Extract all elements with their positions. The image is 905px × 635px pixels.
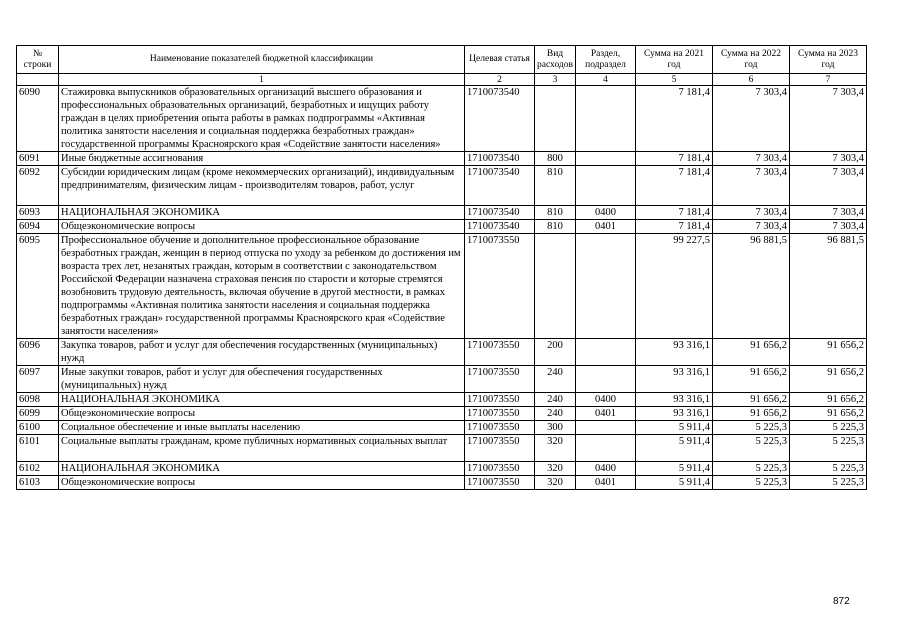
table-row	[17, 220, 867, 234]
section-cell: 0401	[575, 220, 635, 234]
expense-type-cell	[535, 86, 576, 152]
indicator-name-cell: Закупка товаров, работ и услуг для обеспечения государственных (муниципальных) нужд	[59, 339, 465, 366]
table-row	[17, 86, 867, 152]
table-row	[17, 393, 867, 407]
row-number-cell: 6095	[17, 234, 59, 339]
indicator-name-cell: Иные бюджетные ассигнования	[59, 152, 465, 166]
amount-2023-cell: 5 225,3	[789, 421, 866, 435]
target-article-cell: 1710073540	[465, 152, 535, 166]
row-number-cell: 6099	[17, 407, 59, 421]
target-article-cell: 1710073540	[465, 166, 535, 206]
amount-2021-cell: 7 181,4	[635, 206, 712, 220]
table-row	[17, 421, 867, 435]
indicator-name-cell: Общеэкономические вопросы	[59, 220, 465, 234]
section-cell	[575, 234, 635, 339]
section-cell: 0401	[575, 407, 635, 421]
amount-2021-cell: 93 316,1	[635, 366, 712, 393]
table-row	[17, 339, 867, 366]
section-cell	[575, 86, 635, 152]
column-number: 5	[635, 74, 712, 86]
expense-type-cell	[535, 234, 576, 339]
header-cell: Целевая статья	[465, 46, 535, 74]
target-article-cell: 1710073550	[465, 339, 535, 366]
header-cell: Сумма на 2021 год	[635, 46, 712, 74]
indicator-name-cell: Иные закупки товаров, работ и услуг для обеспечения государственных (муниципальных) нужд	[59, 366, 465, 393]
indicator-name-cell: НАЦИОНАЛЬНАЯ ЭКОНОМИКА	[59, 393, 465, 407]
row-number-cell: 6103	[17, 476, 59, 490]
target-article-cell: 1710073550	[465, 435, 535, 462]
section-cell	[575, 339, 635, 366]
table-row	[17, 366, 867, 393]
expense-type-cell: 810	[535, 206, 576, 220]
target-article-cell: 1710073540	[465, 220, 535, 234]
expense-type-cell: 800	[535, 152, 576, 166]
column-number: 4	[575, 74, 635, 86]
amount-2021-cell: 5 911,4	[635, 462, 712, 476]
expense-type-cell: 240	[535, 366, 576, 393]
amount-2021-cell: 93 316,1	[635, 339, 712, 366]
amount-2021-cell: 99 227,5	[635, 234, 712, 339]
row-number-cell: 6097	[17, 366, 59, 393]
amount-2021-cell: 7 181,4	[635, 152, 712, 166]
amount-2023-cell: 7 303,4	[789, 166, 866, 206]
expense-type-cell: 240	[535, 393, 576, 407]
row-number-cell: 6091	[17, 152, 59, 166]
expense-type-cell: 810	[535, 220, 576, 234]
column-number: 2	[465, 74, 535, 86]
amount-2022-cell: 5 225,3	[712, 435, 789, 462]
target-article-cell: 1710073550	[465, 234, 535, 339]
column-number: 3	[535, 74, 576, 86]
expense-type-cell: 810	[535, 166, 576, 206]
amount-2021-cell: 7 181,4	[635, 166, 712, 206]
row-number-cell: 6096	[17, 339, 59, 366]
table-row	[17, 407, 867, 421]
target-article-cell: 1710073550	[465, 393, 535, 407]
column-number-row	[17, 74, 867, 86]
indicator-name-cell: Социальные выплаты гражданам, кроме публичных нормативных социальных выплат	[59, 435, 465, 462]
table-row	[17, 234, 867, 339]
section-cell	[575, 421, 635, 435]
amount-2021-cell: 93 316,1	[635, 393, 712, 407]
amount-2021-cell: 7 181,4	[635, 86, 712, 152]
expense-type-cell: 320	[535, 462, 576, 476]
amount-2023-cell: 5 225,3	[789, 462, 866, 476]
expense-type-cell: 240	[535, 407, 576, 421]
row-number-cell: 6092	[17, 166, 59, 206]
amount-2023-cell: 91 656,2	[789, 407, 866, 421]
amount-2022-cell: 5 225,3	[712, 421, 789, 435]
indicator-name-cell: Общеэкономические вопросы	[59, 407, 465, 421]
table-row	[17, 462, 867, 476]
amount-2022-cell: 7 303,4	[712, 86, 789, 152]
target-article-cell: 1710073540	[465, 86, 535, 152]
target-article-cell: 1710073550	[465, 421, 535, 435]
section-cell: 0400	[575, 206, 635, 220]
amount-2022-cell: 91 656,2	[712, 339, 789, 366]
expense-type-cell: 200	[535, 339, 576, 366]
budget-table	[16, 45, 867, 490]
target-article-cell: 1710073550	[465, 407, 535, 421]
table-row	[17, 206, 867, 220]
target-article-cell: 1710073550	[465, 462, 535, 476]
amount-2023-cell: 7 303,4	[789, 86, 866, 152]
amount-2021-cell: 93 316,1	[635, 407, 712, 421]
amount-2023-cell: 91 656,2	[789, 393, 866, 407]
indicator-name-cell: Субсидии юридическим лицам (кроме некоммерческих организаций), индивидуальным предпринимателям, физическим лицам - производителям товаров, работ, услуг	[59, 166, 465, 206]
section-cell: 0400	[575, 393, 635, 407]
row-number-cell: 6102	[17, 462, 59, 476]
section-cell	[575, 366, 635, 393]
amount-2022-cell: 7 303,4	[712, 152, 789, 166]
amount-2022-cell: 5 225,3	[712, 476, 789, 490]
target-article-cell: 1710073550	[465, 366, 535, 393]
header-cell: Сумма на 2023 год	[789, 46, 866, 74]
amount-2021-cell: 5 911,4	[635, 435, 712, 462]
table-row	[17, 152, 867, 166]
header-cell: Сумма на 2022 год	[712, 46, 789, 74]
amount-2023-cell: 7 303,4	[789, 206, 866, 220]
header-row	[17, 46, 867, 74]
section-cell	[575, 152, 635, 166]
table-row	[17, 476, 867, 490]
page-number: 872	[833, 596, 850, 607]
amount-2023-cell: 5 225,3	[789, 476, 866, 490]
amount-2021-cell: 5 911,4	[635, 476, 712, 490]
header-cell: № строки	[17, 46, 59, 74]
indicator-name-cell: НАЦИОНАЛЬНАЯ ЭКОНОМИКА	[59, 462, 465, 476]
indicator-name-cell: Стажировка выпускников образовательных организаций высшего образования и профессиональных образовательных организаций, безработных и ищущих работу граждан в целях приобретения опыта работы в рамках подпрограммы «Активная политика занятости населения и социальная поддержка безработных граждан» государственной программы Красноярского края «Содействие занятости населения»	[59, 86, 465, 152]
target-article-cell: 1710073540	[465, 206, 535, 220]
indicator-name-cell: Профессиональное обучение и дополнительное профессиональное образование безработных граждан, женщин в период отпуска по уходу за ребенком до достижения им возраста трех лет, незанятых граждан, которым в соответствии с законодательством Российской Федерации назначена страховая пенсия по старости и которые стремятся возобновить трудовую деятельность, включая обучение в другой местности, в рамках подпрограммы «Активная политика занятости населения и социальная поддержка безработных граждан» государственной программы Красноярского края «Содействие занятости населения»	[59, 234, 465, 339]
amount-2022-cell: 7 303,4	[712, 166, 789, 206]
target-article-cell: 1710073550	[465, 476, 535, 490]
amount-2022-cell: 7 303,4	[712, 220, 789, 234]
table-row	[17, 166, 867, 206]
amount-2023-cell: 7 303,4	[789, 220, 866, 234]
row-number-cell: 6100	[17, 421, 59, 435]
row-number-cell: 6093	[17, 206, 59, 220]
amount-2022-cell: 96 881,5	[712, 234, 789, 339]
section-cell	[575, 166, 635, 206]
amount-2022-cell: 91 656,2	[712, 366, 789, 393]
row-number-cell: 6101	[17, 435, 59, 462]
section-cell	[575, 435, 635, 462]
expense-type-cell: 320	[535, 435, 576, 462]
expense-type-cell: 300	[535, 421, 576, 435]
amount-2023-cell: 91 656,2	[789, 339, 866, 366]
table-row	[17, 435, 867, 462]
indicator-name-cell: Общеэкономические вопросы	[59, 476, 465, 490]
section-cell: 0401	[575, 476, 635, 490]
amount-2022-cell: 5 225,3	[712, 462, 789, 476]
table-body	[17, 86, 867, 490]
amount-2022-cell: 91 656,2	[712, 393, 789, 407]
row-number-cell: 6098	[17, 393, 59, 407]
column-number	[17, 74, 59, 86]
expense-type-cell: 320	[535, 476, 576, 490]
row-number-cell: 6094	[17, 220, 59, 234]
amount-2022-cell: 91 656,2	[712, 407, 789, 421]
column-number: 7	[789, 74, 866, 86]
column-number: 6	[712, 74, 789, 86]
header-cell: Наименование показателей бюджетной классификации	[59, 46, 465, 74]
section-cell: 0400	[575, 462, 635, 476]
amount-2023-cell: 7 303,4	[789, 152, 866, 166]
column-number: 1	[59, 74, 465, 86]
amount-2023-cell: 91 656,2	[789, 366, 866, 393]
amount-2023-cell: 5 225,3	[789, 435, 866, 462]
header-cell: Вид расходов	[535, 46, 576, 74]
amount-2021-cell: 5 911,4	[635, 421, 712, 435]
amount-2021-cell: 7 181,4	[635, 220, 712, 234]
header-cell: Раздел, подраздел	[575, 46, 635, 74]
indicator-name-cell: Социальное обеспечение и иные выплаты населению	[59, 421, 465, 435]
row-number-cell: 6090	[17, 86, 59, 152]
amount-2022-cell: 7 303,4	[712, 206, 789, 220]
indicator-name-cell: НАЦИОНАЛЬНАЯ ЭКОНОМИКА	[59, 206, 465, 220]
amount-2023-cell: 96 881,5	[789, 234, 866, 339]
